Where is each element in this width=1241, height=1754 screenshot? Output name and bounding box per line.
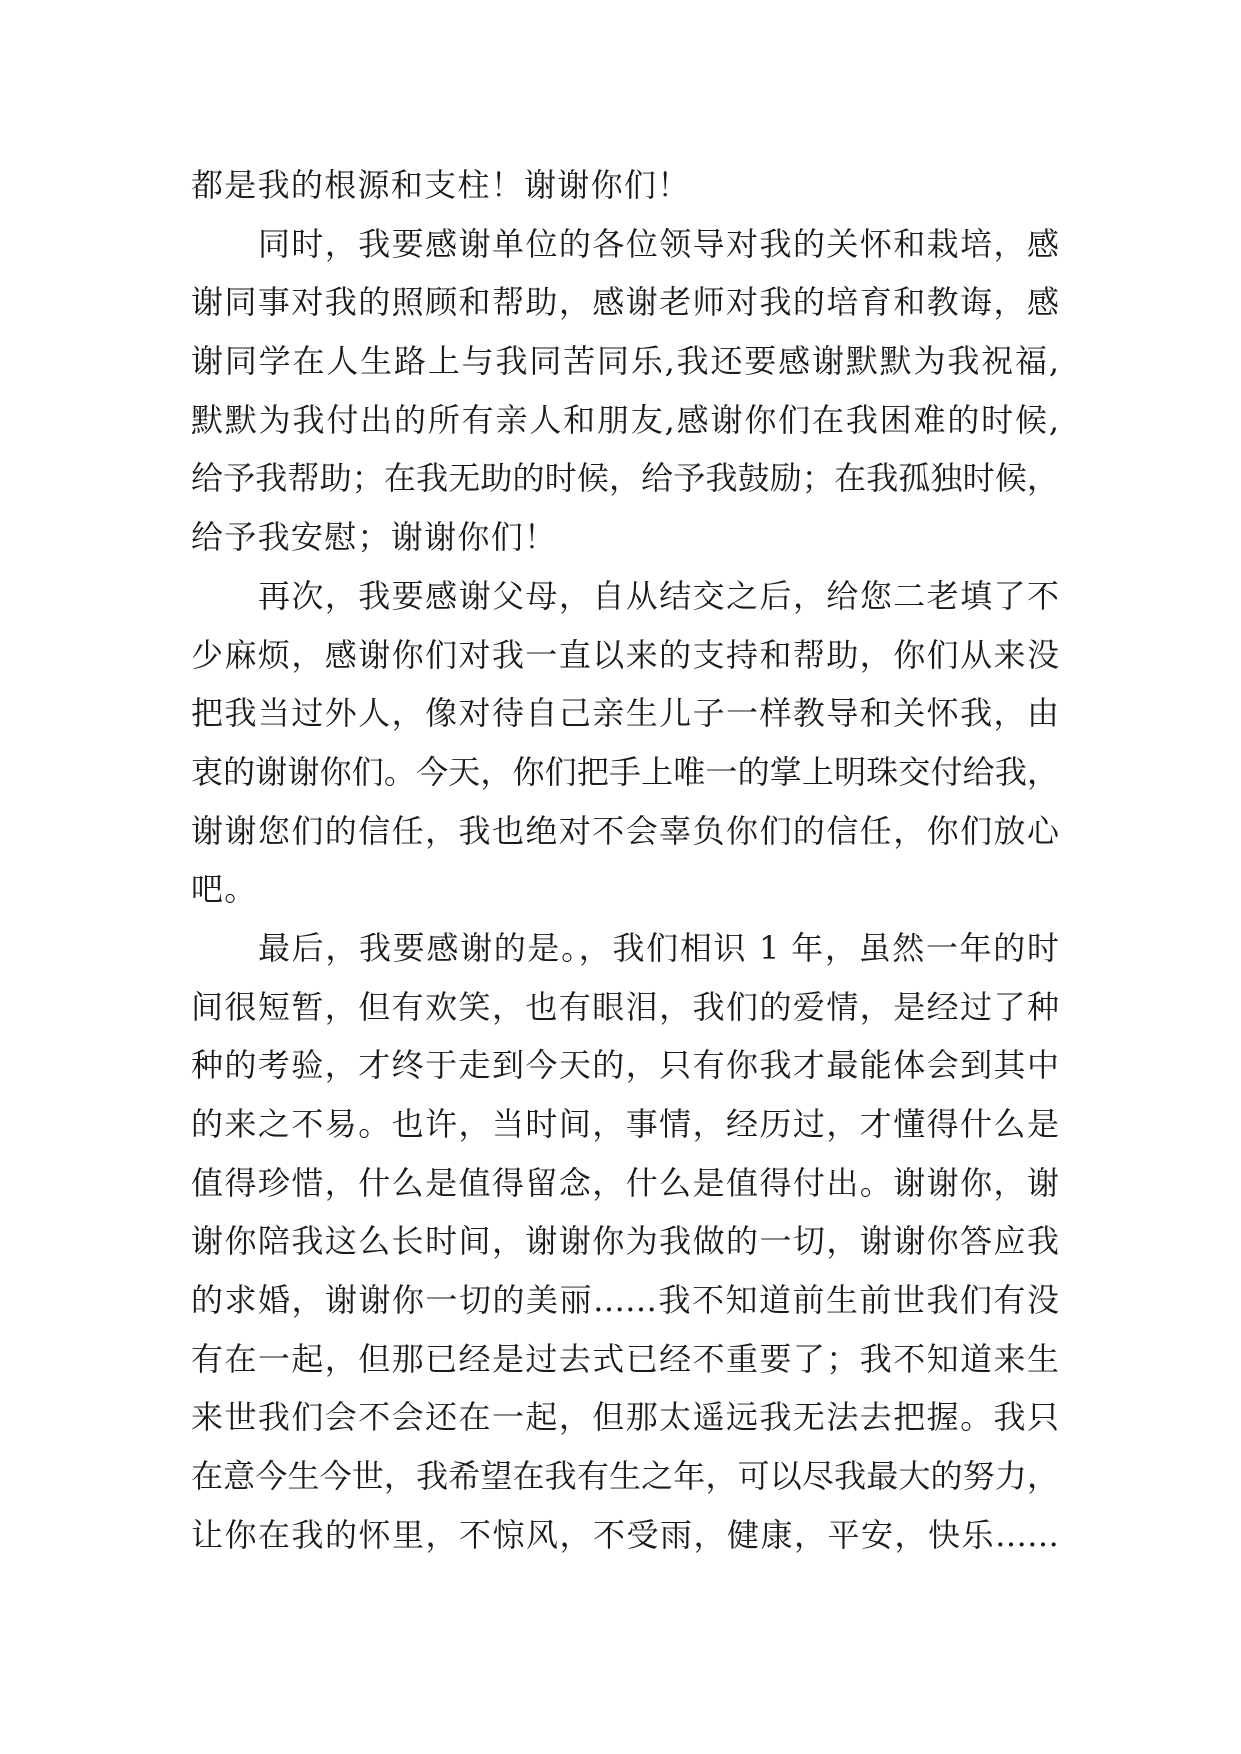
text-line: 谢谢您们的信任，我也绝对不会辜负你们的信任，你们放心 (191, 811, 1059, 850)
text-line: 有在一起，但那已经是过去式已经不重要了；我不知道来生 (191, 1339, 1059, 1378)
text-line: 最后，我要感谢的是。，我们相识 1 年，虽然一年的时 (258, 928, 1059, 967)
document-body (191, 156, 1059, 1565)
text-line: 来世我们会不会还在一起，但那太遥远我无法去把握。我只 (191, 1398, 1059, 1437)
text-line: 给予我安慰；谢谢你们！ (191, 518, 558, 557)
text-line: 少麻烦，感谢你们对我一直以来的支持和帮助，你们从来没 (191, 635, 1059, 674)
text-line: 谢同学在人生路上与我同苦同乐,我还要感谢默默为我祝福, (191, 342, 1059, 381)
text-line: 的来之不易。也许，当时间，事情，经历过，才懂得什么是 (191, 1105, 1059, 1143)
paragraph (191, 215, 1059, 567)
paragraph (191, 567, 1059, 919)
text-line: 的求婚，谢谢你一切的美丽……我不知道前生前世我们有没 (191, 1281, 1059, 1320)
text-line: 谢你陪我这么长时间，谢谢你为我做的一切，谢谢你答应我 (191, 1222, 1059, 1261)
text-line: 值得珍惜，什么是值得留念，什么是值得付出。谢谢你，谢 (191, 1163, 1059, 1202)
text-line: 在意今生今世，我希望在我有生之年，可以尽我最大的努力， (191, 1457, 1059, 1496)
text-line: 吧。 (191, 870, 258, 909)
text-line: 间很短暂，但有欢笑，也有眼泪，我们的爱情，是经过了种 (191, 987, 1059, 1026)
text-line: 默默为我付出的所有亲人和朋友,感谢你们在我困难的时候, (191, 400, 1059, 439)
text-line: 谢同事对我的照顾和帮助，感谢老师对我的培育和教诲，感 (191, 283, 1059, 322)
paragraph (191, 156, 1059, 215)
text-line: 都是我的根源和支柱！谢谢你们！ (191, 166, 691, 204)
text-line: 同时，我要感谢单位的各位领导对我的关怀和栽培，感 (258, 224, 1059, 263)
text-line: 让你在我的怀里，不惊风，不受雨，健康，平安，快乐…… (191, 1515, 1059, 1554)
text-line: 再次，我要感谢父母，自从结交之后，给您二老填了不 (258, 576, 1059, 615)
text-line: 衷的谢谢你们。今天，你们把手上唯一的掌上明珠交付给我， (191, 752, 1059, 791)
text-line: 把我当过外人，像对待自己亲生儿子一样教导和关怀我，由 (191, 694, 1059, 733)
text-line: 种的考验，才终于走到今天的，只有你我才最能体会到其中 (191, 1046, 1059, 1085)
text-line: 给予我帮助；在我无助的时候，给予我鼓励；在我孤独时候， (191, 459, 1059, 498)
paragraph (191, 919, 1059, 1565)
